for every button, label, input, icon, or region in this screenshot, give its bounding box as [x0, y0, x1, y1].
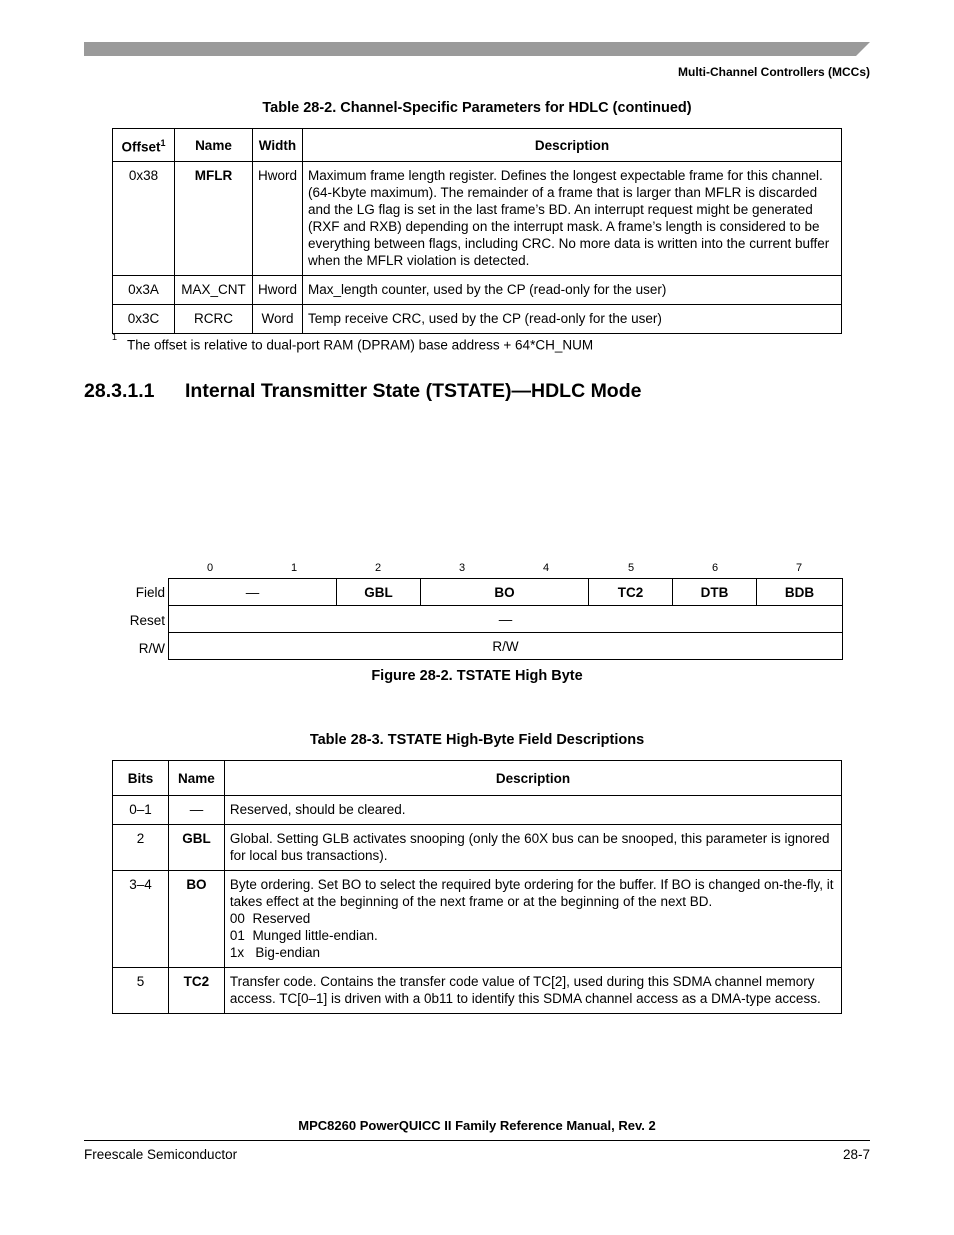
field-bo: BO	[421, 579, 589, 606]
field-dtb: DTB	[673, 579, 757, 606]
table-header-row	[113, 129, 842, 162]
cell-bits: 5	[113, 968, 169, 1014]
tstate-register-diagram	[168, 578, 843, 660]
table-row	[113, 825, 842, 871]
field-bdb: BDB	[757, 579, 843, 606]
cell-name: MAX_CNT	[174, 276, 252, 305]
row-label-rw: R/W	[138, 641, 165, 656]
table-row	[113, 276, 842, 305]
footer-divider	[84, 1140, 870, 1141]
bit-number: 1	[290, 562, 298, 574]
table-28-2-caption: Table 28-2. Channel-Specific Parameters for HDLC (continued)	[262, 100, 692, 116]
bit-number: 3	[458, 562, 466, 574]
footnote-mark: 1	[112, 332, 118, 342]
field-gbl: GBL	[337, 579, 421, 606]
col-header-name: Name	[168, 761, 224, 796]
row-label-reset: Reset	[129, 613, 165, 628]
description-option: 1x Big-endian	[229, 945, 320, 960]
footer-company: Freescale Semiconductor	[84, 1147, 238, 1162]
figure-28-2-caption: Figure 28-2. TSTATE High Byte	[371, 668, 583, 684]
footnote-text: The offset is relative to dual-port RAM (DPRAM) base address + 64*CH_NUM	[127, 337, 594, 353]
table-row	[113, 871, 842, 968]
col-header-width: Width	[252, 129, 302, 162]
description-paragraph: Byte ordering. Set BO to select the required byte ordering for the buffer. If BO is changed on-the-fly, it takes effect at the beginning of the next frame or at the beginning of the next BD.	[229, 877, 834, 909]
cell-width: Hword	[252, 162, 302, 276]
cell-description	[224, 871, 841, 968]
rw-value: R/W	[169, 633, 843, 660]
col-header-description: Description	[302, 129, 841, 162]
table-28-3	[112, 760, 842, 1014]
bit-number: 5	[627, 562, 635, 574]
section-title: Internal Transmitter State (TSTATE)—HDLC Mode	[185, 380, 642, 402]
cell-description: Temp receive CRC, used by the CP (read-only for the user)	[302, 305, 841, 334]
bit-number: 2	[374, 562, 382, 574]
cell-name: TC2	[168, 968, 224, 1014]
cell-name: —	[168, 796, 224, 825]
cell-bits: 3–4	[113, 871, 169, 968]
col-header-offset: Offset$^1$	[113, 129, 175, 162]
bit-number: 0	[206, 562, 214, 574]
bit-number: 7	[795, 562, 803, 574]
bit-number: 6	[711, 562, 719, 574]
table-footnote	[112, 332, 594, 353]
cell-bits: 2	[113, 825, 169, 871]
cell-bits: 0–1	[113, 796, 169, 825]
cell-name: MFLR	[174, 162, 252, 276]
table-row	[113, 305, 842, 334]
bit-number: 4	[542, 562, 550, 574]
table-row	[113, 968, 842, 1014]
cell-width: Hword	[252, 276, 302, 305]
table-row	[113, 796, 842, 825]
cell-name: BO	[168, 871, 224, 968]
description-option: 01 Munged little-endian.	[229, 928, 378, 943]
col-header-name: Name	[174, 129, 252, 162]
rw-row	[169, 633, 843, 660]
section-heading	[84, 380, 641, 403]
row-label-field: Field	[135, 585, 165, 600]
header-bar	[84, 42, 870, 56]
cell-description: Transfer code. Contains the transfer code value of TC[2], used during this SDMA channel memory access. TC[0–1] is driven with a 0b11 to identify this SDMA channel access as a DMA-type access.	[224, 968, 841, 1014]
cell-offset: 0x3C	[113, 305, 175, 334]
running-header: Multi-Channel Controllers (MCCs)	[678, 65, 870, 79]
cell-description: Max_length counter, used by the CP (read-only for the user)	[302, 276, 841, 305]
cell-offset: 0x3A	[113, 276, 175, 305]
col-header-description: Description	[224, 761, 841, 796]
table-header-row	[113, 761, 842, 796]
section-number: 28.3.1.1	[84, 380, 155, 402]
reset-row	[169, 606, 843, 633]
table-28-3-caption: Table 28-3. TSTATE High-Byte Field Descriptions	[309, 732, 645, 748]
table-28-2	[112, 128, 842, 334]
table-row	[113, 162, 842, 276]
reset-value: —	[169, 606, 843, 633]
description-option: 00 Reserved	[229, 911, 311, 926]
cell-offset: 0x38	[113, 162, 175, 276]
field-row	[169, 579, 843, 606]
cell-name: RCRC	[174, 305, 252, 334]
col-header-bits: Bits	[113, 761, 169, 796]
footer-manual-title: MPC8260 PowerQUICC II Family Reference Manual, Rev. 2	[298, 1118, 656, 1133]
cell-width: Word	[252, 305, 302, 334]
cell-description: Maximum frame length register. Defines the longest expectable frame for this channel. (64-Kbyte maximum). The remainder of a frame that is larger than MFLR is discarded and the LG flag is set in the last frame’s BD. An interrupt request might be generated (RXF and RXB) depending on the interrupt mask. A frame’s length is considered to be everything between flags, including CRC. No more data is written into the current buffer when the MFLR violation is detected.	[302, 162, 841, 276]
field-tc2: TC2	[589, 579, 673, 606]
cell-name: GBL	[168, 825, 224, 871]
cell-description: Global. Setting GLB activates snooping (only the 60X bus can be snooped, this parameter is ignored for local bus transactions).	[224, 825, 841, 871]
cell-description: Reserved, should be cleared.	[224, 796, 841, 825]
field-reserved: —	[169, 579, 337, 606]
footer-page-number: 28-7	[842, 1147, 870, 1162]
